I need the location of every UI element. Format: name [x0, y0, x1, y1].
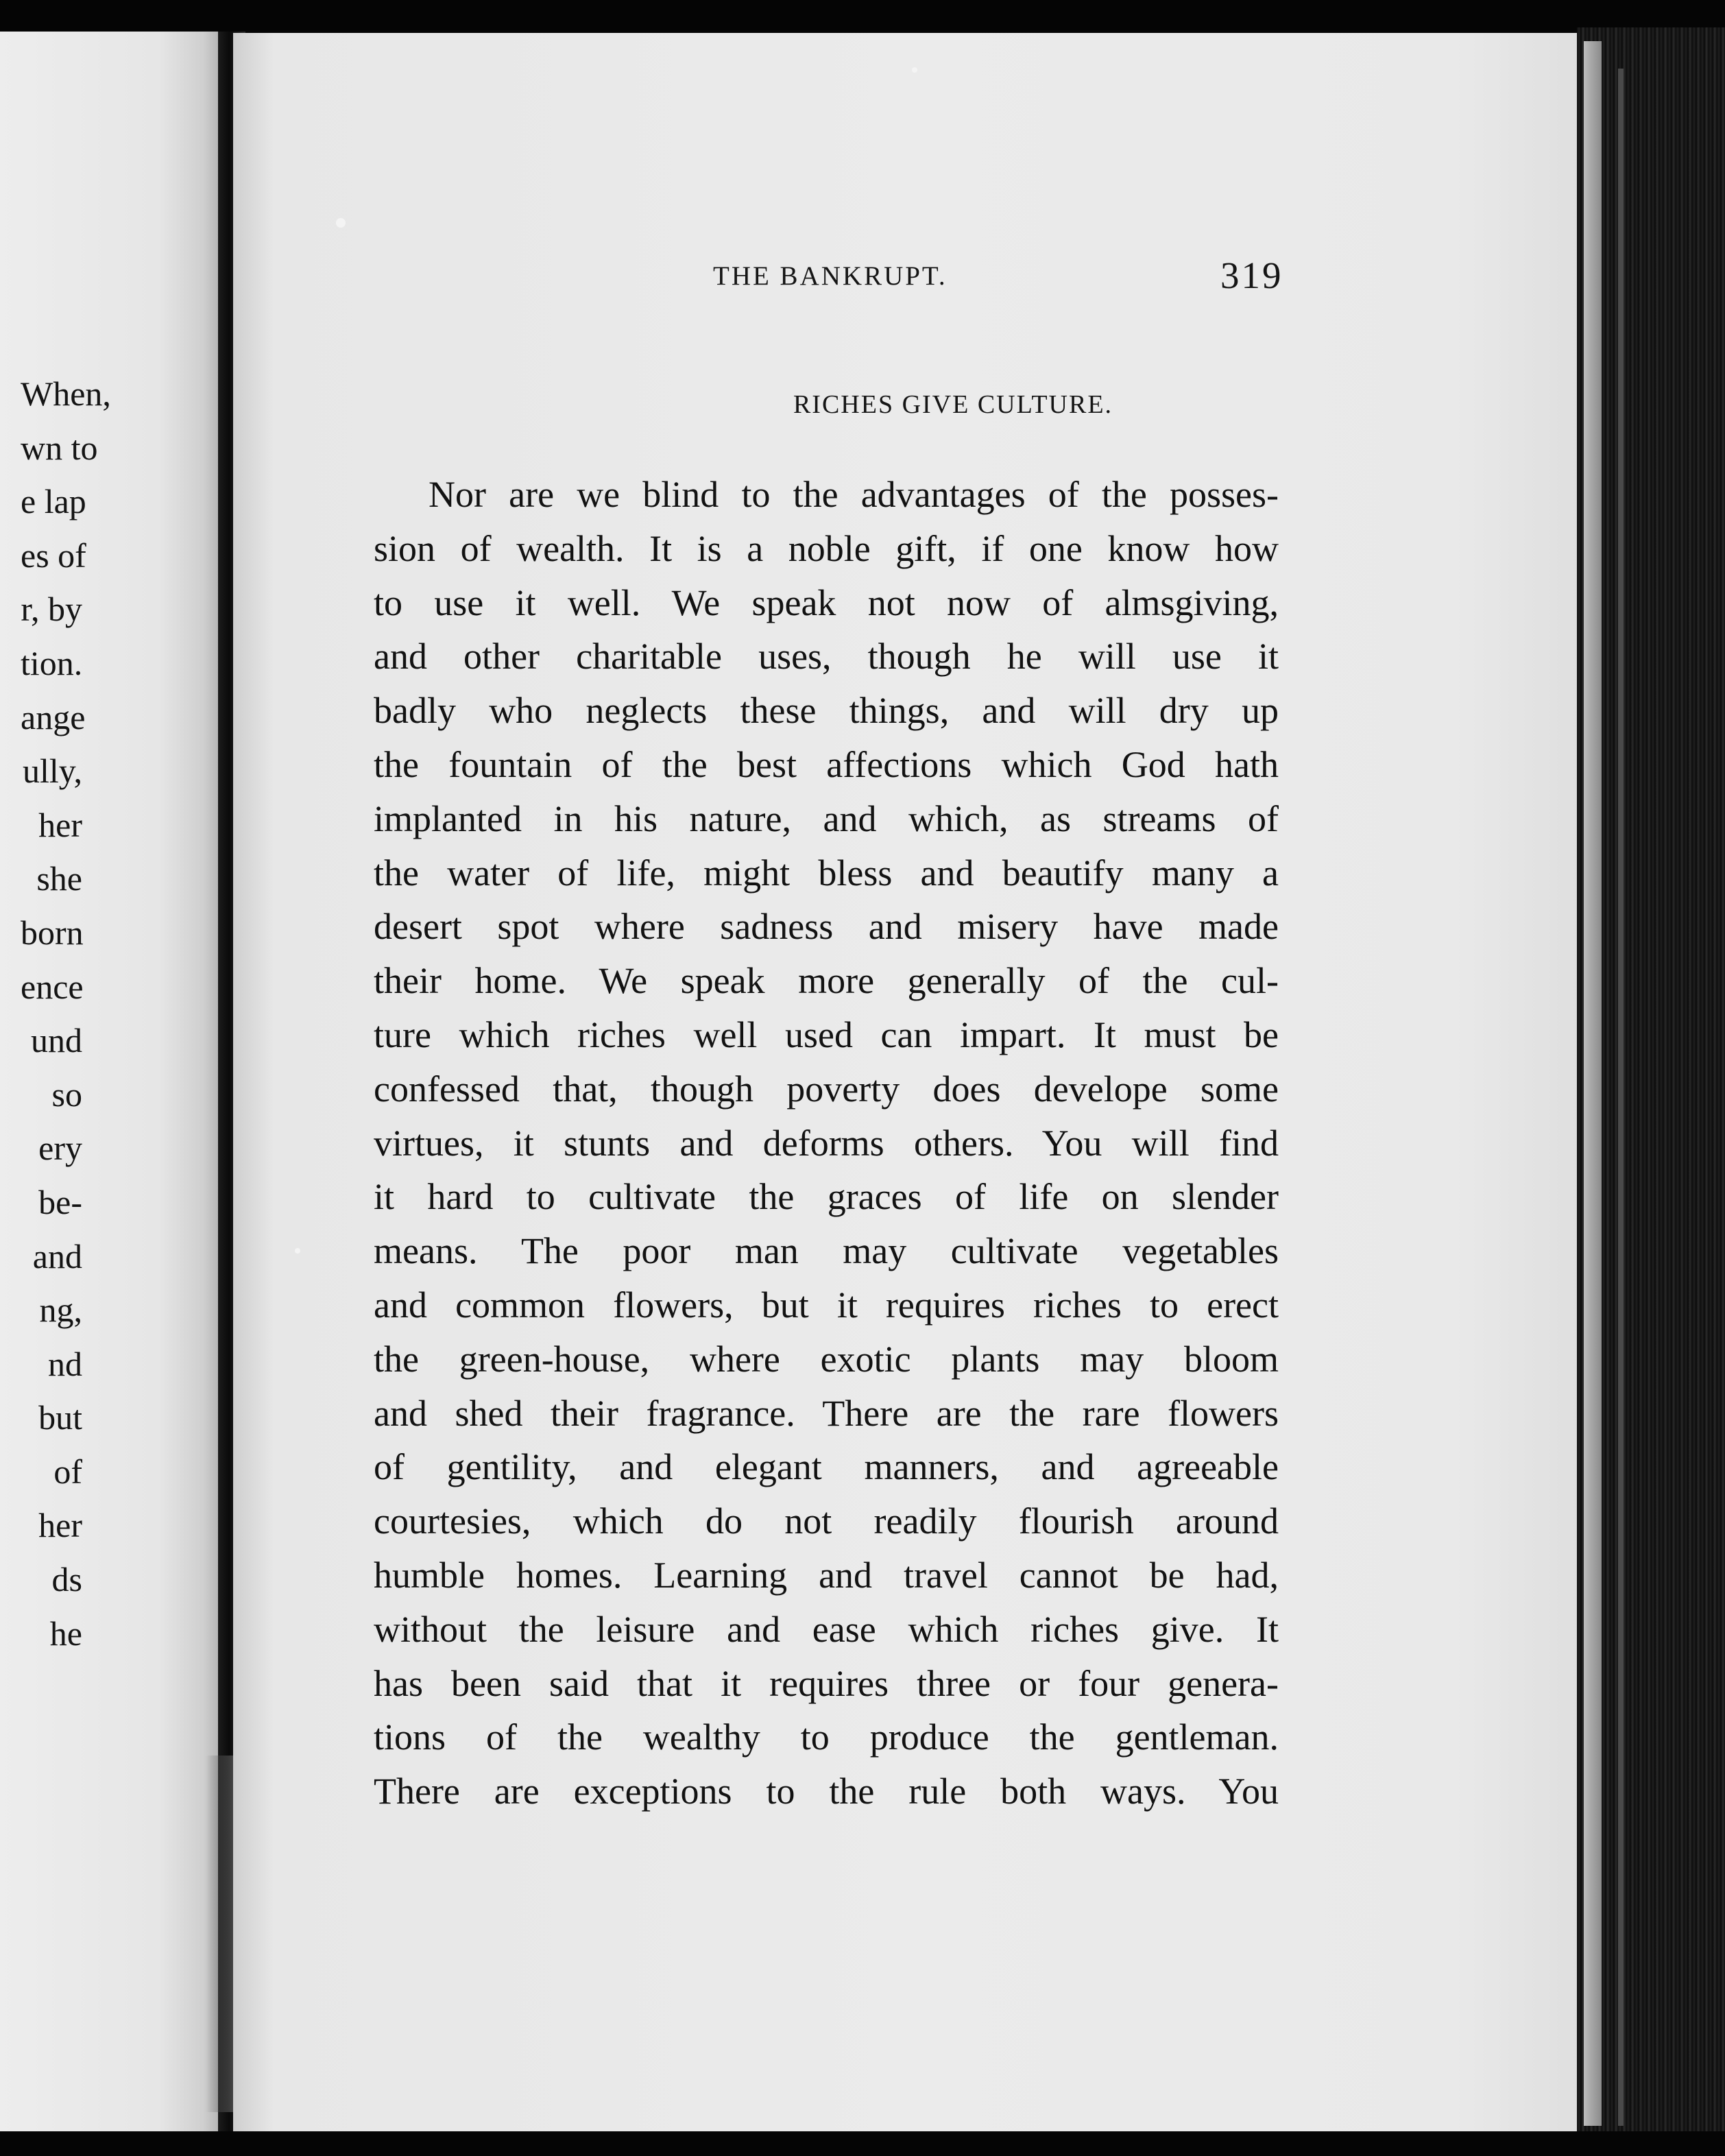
fragment-line: her	[38, 1506, 82, 1545]
text-line: of gentility, and elegant manners, and agreeable	[374, 1446, 1279, 1488]
text-line: implanted in his nature, and which, as streams of	[374, 798, 1279, 839]
text-line: their home. We speak more generally of the cul-	[374, 960, 1279, 1002]
previous-page-edge	[0, 32, 226, 2137]
text-line: humble homes. Learning and travel cannot be had,	[374, 1554, 1279, 1596]
fragment-line: born	[21, 913, 84, 952]
fragment-line: ery	[38, 1129, 82, 1168]
text-line: and other charitable uses, though he will use it	[374, 636, 1279, 678]
text-line: ture which riches well used can impart. It must be	[374, 1014, 1279, 1055]
text-line: and shed their fragrance. There are the rare flowers	[374, 1392, 1279, 1434]
section-heading: RICHES GIVE CULTURE.	[793, 390, 1113, 419]
fragment-line: ng,	[39, 1291, 82, 1330]
fragment-line: ence	[21, 967, 84, 1006]
text-line: virtues, it stunts and deforms others. You will find	[374, 1122, 1279, 1164]
fragment-line: und	[31, 1021, 82, 1060]
gutter-shadow	[206, 1756, 233, 2112]
text-line: confessed that, though poverty does develope some	[374, 1068, 1279, 1110]
fragment-line: es of	[21, 536, 86, 575]
fragment-line: ds	[51, 1560, 82, 1599]
text-line: desert spot where sadness and misery have made	[374, 906, 1279, 948]
fragment-line: e lap	[21, 482, 86, 521]
body-paragraph	[374, 468, 1279, 1819]
text-line: and common flowers, but it requires riches to erect	[374, 1284, 1279, 1326]
fragment-line: of	[53, 1452, 82, 1491]
text-line: badly who neglects these things, and will dry up	[374, 690, 1279, 732]
text-line: sion of wealth. It is a noble gift, if one know how	[374, 527, 1279, 569]
text-line: the fountain of the best affections which God hath	[374, 743, 1279, 785]
text-line: tions of the wealthy to produce the gentleman.	[374, 1716, 1279, 1758]
page-number: 319	[1220, 254, 1283, 296]
book-page	[233, 33, 1591, 2131]
scan-speck	[336, 218, 346, 228]
scan-top-border	[0, 0, 1725, 34]
fragment-line: tion.	[21, 643, 83, 682]
previous-page-text-fragments	[21, 367, 226, 1660]
text-line: courtesies, which do not readily flourish around	[374, 1500, 1279, 1542]
fragment-line: ange	[21, 697, 86, 736]
fragment-line: her	[38, 805, 82, 844]
text-line: it hard to cultivate the graces of life on slender	[374, 1176, 1279, 1218]
fragment-line: r, by	[21, 590, 82, 629]
text-line: has been said that it requires three or four genera-	[374, 1662, 1279, 1704]
running-title: THE BANKRUPT.	[713, 261, 948, 291]
page-edge-highlight	[1584, 41, 1602, 2126]
text-line: There are exceptions to the rule both ways. You	[374, 1771, 1279, 1812]
fragment-line: he	[49, 1614, 82, 1653]
text-line: Nor are we blind to the advantages of the posses-	[429, 474, 1279, 515]
text-line: the water of life, might bless and beautify many a	[374, 852, 1279, 894]
text-line: to use it well. We speak not now of almsgiving,	[374, 582, 1279, 623]
text-line: the green-house, where exotic plants may bloom	[374, 1338, 1279, 1380]
fragment-line: nd	[48, 1344, 82, 1383]
fragment-line: be-	[38, 1182, 82, 1221]
fragment-line: wn to	[21, 428, 98, 467]
fragment-line: but	[38, 1398, 82, 1437]
scan-speck	[912, 67, 917, 73]
fragment-line: When,	[21, 374, 111, 413]
scan-bottom-border	[0, 2131, 1725, 2156]
scan-speck	[295, 1248, 300, 1254]
fragment-line: and	[32, 1236, 82, 1275]
text-line: means. The poor man may cultivate vegetables	[374, 1230, 1279, 1272]
running-head	[233, 254, 1591, 309]
fragment-line: ully,	[22, 752, 82, 791]
text-line: without the leisure and ease which riches give. It	[374, 1608, 1279, 1650]
page-edge-line	[1618, 69, 1624, 2126]
fragment-line: she	[36, 859, 82, 898]
fragment-line: so	[51, 1075, 82, 1114]
